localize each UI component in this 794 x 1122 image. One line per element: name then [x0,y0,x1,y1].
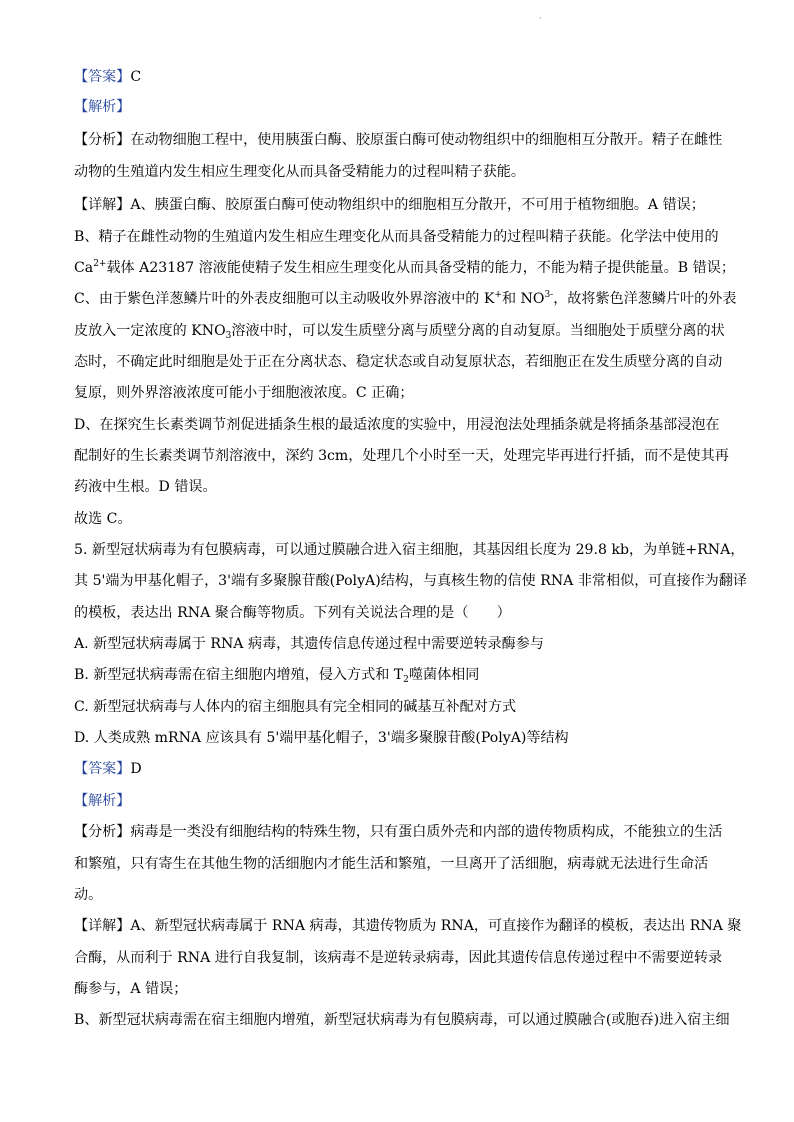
answer-tag: 【答案】 [74,761,131,777]
xiangjie-tag: 【详解】 [74,918,131,934]
fenxi-tag: 【分析】 [74,132,131,148]
xiangjie-line: 复原，则外界溶液浓度可能小于细胞液浓度。C 正确； [74,385,414,401]
jiexi-heading: 【解析】 [74,99,131,115]
text-run: Ca [74,260,94,276]
superscript: 3- [544,290,554,300]
q4-answer-line [74,68,734,86]
xiangjie-line: 酶参与，A 错误； [74,981,188,997]
text-run: ，故将紫色洋葱鳞片叶的外表 [553,291,737,307]
xiangjie-line [74,259,734,277]
text-run: 载体 A23187 溶液能使精子发生相应生理变化从而具备受精的能力，不能为精子提供能量。B 错误； [106,260,735,276]
xiangjie-line [74,196,734,214]
text-run: 皮放入一定浓度的 KNO [74,323,226,339]
fenxi-line: 动物的生殖道内发生相应生理变化从而具备受精能力的过程叫精子获能。 [74,164,525,180]
xiangjie-line: 药液中生根。D 错误。 [74,479,217,495]
subscript: 2 [403,675,409,685]
jiexi-heading: 【解析】 [74,793,131,809]
question-stem: 5. 新型冠状病毒为有包膜病毒，可以通过膜融合进入宿主细胞，其基因组长度为 29.8 kb，为单链+RNA， [74,542,745,558]
xiangjie-text: A、新型冠状病毒属于 RNA 病毒，其遗传物质为 RNA，可直接作为翻译的模板，表达出 RNA 聚 [130,918,742,934]
fenxi-line [74,131,734,149]
conclusion: 故选 C。 [74,511,132,527]
text-run: B. 新型冠状病毒需在宿主细胞内增殖，侵入方式和 T [74,667,404,683]
text-run: 和 NO [501,291,545,307]
xiangjie-line: 配制好的生长素类调节剂溶液中，深约 3cm，处理几个小时至一天，处理完毕再进行扦插，而不是使其再 [74,448,729,464]
xiangjie-line: B、精子在雌性动物的生殖道内发生相应生理变化从而具备受精能力的过程叫精子获能。化学法中使用的 [74,229,719,245]
xiangjie-line: 合酶，从而利于 RNA 进行自我复制，该病毒不是逆转录病毒，因此其遗传信息传递过程中不需要逆转录 [74,950,723,966]
fenxi-line: 和繁殖，只有寄生在其他生物的活细胞内才能生活和繁殖，一旦离开了活细胞，病毒就无法进行生命活 [74,856,709,872]
text-run: 溶液中时，可以发生质壁分离与质壁分离的自动复原。当细胞处于质壁分离的状 [231,323,725,339]
option-b [74,666,734,684]
xiangjie-line: 态时，不确定此时细胞是处于正在分离状态、稳定状态或自动复原状态，若细胞正在发生质壁分离的自动 [74,354,723,370]
q5-answer-line [74,760,734,778]
fenxi-text: 在动物细胞工程中，使用胰蛋白酶、胶原蛋白酶可使动物组织中的细胞相互分散开。精子在雌性 [130,132,723,148]
answer-tag: 【答案】 [74,69,131,85]
xiangjie-line [74,290,737,308]
fenxi-line: 动。 [74,887,103,903]
fenxi-text: 病毒是一类没有细胞结构的特殊生物，只有蛋白质外壳和内部的遗传物质构成，不能独立的生活 [130,824,723,840]
fenxi-tag: 【分析】 [74,824,131,840]
subscript: 3 [225,331,232,341]
xiangjie-tag: 【详解】 [74,197,131,213]
xiangjie-text: A、胰蛋白酶、胶原蛋白酶可使动物组织中的细胞相互分散开，不可用于植物细胞。A 错误； [130,197,705,213]
corner-mark: · [539,14,542,23]
text-run: C、由于紫色洋葱鳞片叶的外表皮细胞可以主动吸收外界溶液中的 K [74,291,495,307]
superscript: + [494,290,502,300]
answer-value: C [130,69,142,85]
answer-value: D [130,761,142,777]
xiangjie-line: D、在探究生长素类调节剂促进插条生根的最适浓度的实验中，用浸泡法处理插条就是将插条基部浸泡在 [74,417,720,433]
xiangjie-line: B、新型冠状病毒需在宿主细胞内增殖，新型冠状病毒为有包膜病毒，可以通过膜融合(或胞吞)进入宿主细 [74,1012,730,1028]
xiangjie-line [74,322,734,340]
question-stem: 的模板，表达出 RNA 聚合酶等物质。下列有关说法合理的是（ ） [74,605,511,621]
text-run: 噬菌体相同 [408,667,480,683]
superscript: 2+ [93,259,107,269]
xiangjie-line [74,917,742,935]
question-stem: 其 5'端为甲基化帽子，3'端有多聚腺苷酸(PolyA)结构，与真核生物的信使 RNA 非常相似，可直接作为翻译 [74,573,747,589]
fenxi-line [74,823,734,841]
option-d: D. 人类成熟 mRNA 应该具有 5'端甲基化帽子，3'端多聚腺苷酸(PolyA)等结构 [74,730,569,746]
option-a: A. 新型冠状病毒属于 RNA 病毒，其遗传信息传递过程中需要逆转录酶参与 [74,636,544,652]
option-c: C. 新型冠状病毒与人体内的宿主细胞具有完全相同的碱基互补配对方式 [74,699,517,715]
